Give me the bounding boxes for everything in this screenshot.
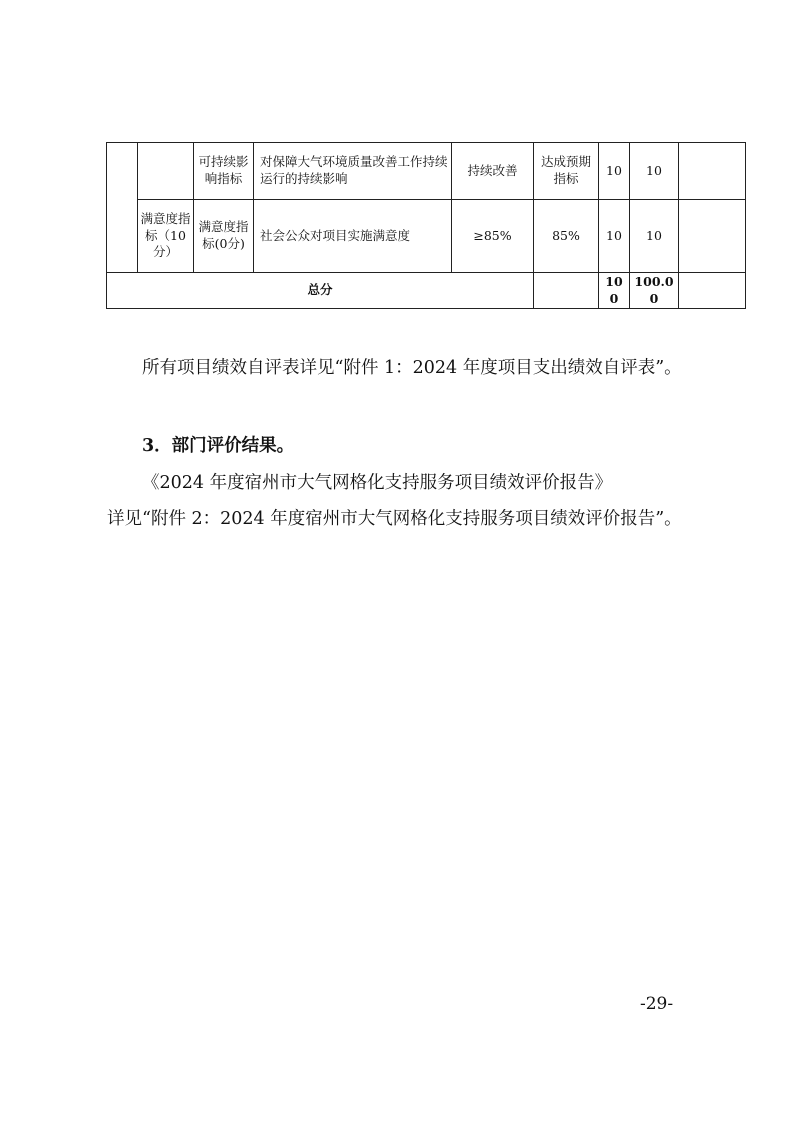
table-cell [679,273,746,309]
table-cell: 可持续影响指标 [194,143,254,200]
body-paragraph: 所有项目绩效自评表详见“附件 1：2024 年度项目支出绩效自评表”。 [142,358,682,378]
section-heading: 3．部门评价结果。 [142,436,295,456]
table-row [107,143,746,200]
table-row [107,200,746,273]
table-cell: ≥85% [452,200,534,273]
total-self-score-cell: 100.00 [630,273,679,309]
table-cell [107,143,138,273]
table-cell: 达成预期指标 [534,143,599,200]
table-cell: 10 [630,200,679,273]
table-cell: 满意度指标(0分) [194,200,254,273]
table-cell [534,273,599,309]
table-cell [679,143,746,200]
table-cell: 满意度指标（10分） [138,200,194,273]
paragraph-rest: 详见“附件 2：2024 年度宿州市大气网格化支持服务项目绩效评价报告”。 [107,509,682,529]
table-cell [138,143,194,200]
page-number: -29- [640,994,674,1014]
table-cell: 社会公众对项目实施满意度 [254,200,452,273]
total-label-cell: 总分 [107,273,534,309]
table-cell [679,200,746,273]
body-paragraph [107,465,695,537]
table-cell: 10 [630,143,679,200]
table-cell: 对保障大气环境质量改善工作持续运行的持续影响 [254,143,452,200]
total-score-cell: 100 [599,273,630,309]
performance-table [106,142,746,309]
paragraph-first-line: 《2024 年度宿州市大气网格化支持服务项目绩效评价报告》 [142,473,613,493]
table-row [107,273,746,309]
table-cell: 85% [534,200,599,273]
table-cell: 10 [599,143,630,200]
table-cell: 10 [599,200,630,273]
table-cell: 持续改善 [452,143,534,200]
